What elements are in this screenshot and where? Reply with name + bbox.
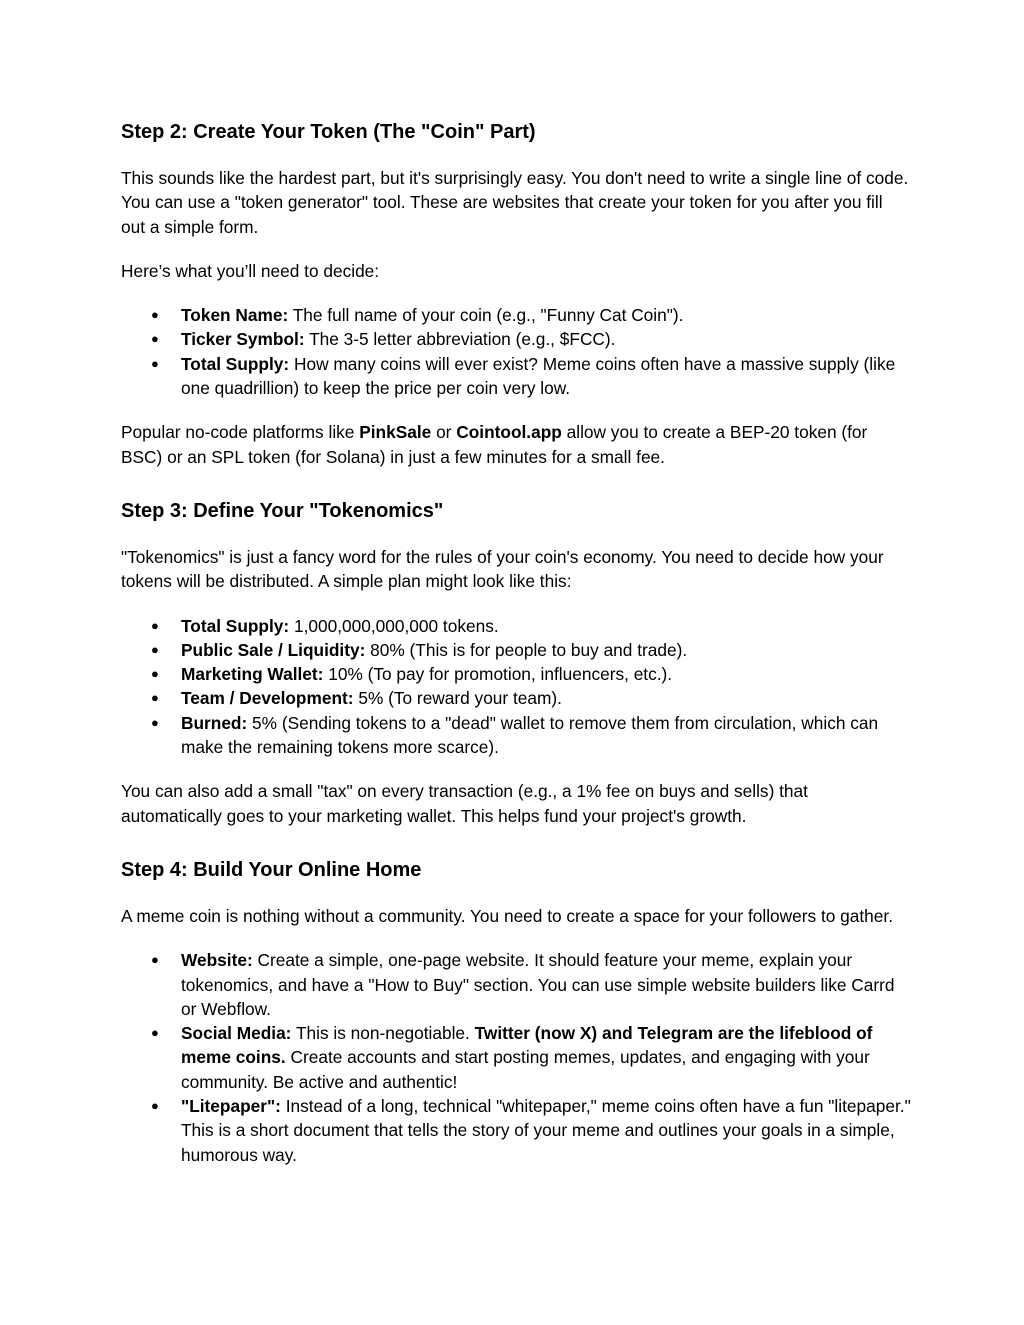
bullet-icon: ● [151, 307, 159, 323]
bullet-icon: ● [151, 1098, 159, 1114]
list-item-text: Create accounts and start posting memes, updates, and engaging with your community. Be active and authentic! [181, 1047, 870, 1092]
list-item-emphasis: Twitter (now X) and Telegram are the lifeblood of meme coins. [181, 1023, 873, 1068]
step3-tax-paragraph: You can also add a small "tax" on every transaction (e.g., a 1% fee on buys and sells) that automatically goes to your marketing wallet. This helps fund your project's growth. [121, 781, 808, 826]
list-item-text: The full name of your coin (e.g., "Funny Cat Coin"). [288, 305, 684, 326]
bullet-icon: ● [151, 714, 159, 730]
list-item-text: How many coins will ever exist? Meme coins often have a massive supply (like one quadrillion) to keep the price per coin very low. [181, 353, 896, 399]
list-item [121, 1094, 911, 1167]
platform-pinksale: PinkSale [359, 422, 432, 443]
platforms-text-mid: or [431, 422, 457, 443]
list-item [121, 662, 911, 686]
list-item [121, 686, 911, 710]
list-item-text: 5% (Sending tokens to a "dead" wallet to remove them from circulation, which can make the remaining tokens more scarce). [181, 712, 879, 758]
platforms-text-pre: Popular no-code platforms like [121, 422, 360, 443]
bullet-icon: ● [151, 617, 159, 633]
step3-intro-paragraph: "Tokenomics" is just a fancy word for the rules of your coin's economy. You need to decide how your tokens will be distributed. A simple plan might look like this: [121, 546, 884, 592]
list-item-label: Total Supply: [181, 615, 290, 636]
list-item-label: Total Supply: [181, 353, 290, 374]
bullet-icon: ● [151, 331, 159, 347]
list-item-text: The 3-5 letter abbreviation (e.g., $FCC). [304, 329, 616, 350]
list-item [121, 327, 911, 351]
list-item [121, 614, 911, 638]
list-item-label: Social Media: [181, 1023, 292, 1044]
list-item [121, 1021, 911, 1094]
step2-decide-paragraph: Here’s what you’ll need to decide: [121, 260, 380, 281]
platforms-text-post: allow you to create a BEP-20 token (for BSC) or an SPL token (for Solana) in just a few minutes for a small fee. [121, 422, 868, 467]
step2-heading: Step 2: Create Your Token (The "Coin" Part) [121, 121, 536, 143]
step3-heading: Step 3: Define Your "Tokenomics" [121, 499, 444, 522]
list-item-text: 10% (To pay for promotion, influencers, etc.). [323, 664, 673, 685]
list-item-label: Token Name: [181, 305, 289, 326]
list-item [121, 711, 911, 760]
list-item [121, 303, 911, 327]
bullet-icon: ● [151, 666, 159, 682]
list-item-label: "Litepaper": [181, 1096, 281, 1117]
bullet-icon: ● [151, 1025, 159, 1041]
list-item-text: 80% (This is for people to buy and trade). [365, 639, 688, 660]
step4-list [121, 948, 911, 1167]
step2-intro-paragraph: This sounds like the hardest part, but it's surprisingly easy. You don't need to write a single line of code. You can use a "token generator" tool. These are websites that create your token for you after you fill out a simple form. [121, 168, 909, 237]
list-item-label: Ticker Symbol: [181, 329, 305, 350]
list-item [121, 352, 911, 401]
list-item-label: Website: [181, 950, 253, 971]
list-item-text: 1,000,000,000,000 tokens. [289, 615, 499, 636]
list-item-label: Public Sale / Liquidity: [181, 639, 366, 660]
list-item-text: Instead of a long, technical "whitepaper," meme coins often have a fun "litepaper." This is a short document that tells the story of your meme and outlines your goals in a simple, humorous way. [181, 1096, 911, 1165]
list-item-text: This is non-negotiable. [291, 1023, 475, 1044]
bullet-icon: ● [151, 690, 159, 706]
step2-platforms-paragraph [121, 420, 911, 469]
list-item-text: 5% (To reward your team). [353, 688, 562, 709]
list-item [121, 948, 911, 1021]
step4-intro-paragraph: A meme coin is nothing without a community. You need to create a space for your followers to gather. [121, 905, 894, 926]
step2-list [121, 303, 911, 400]
bullet-icon: ● [151, 641, 159, 657]
bullet-icon: ● [151, 952, 159, 968]
list-item-label: Burned: [181, 712, 248, 733]
bullet-icon: ● [151, 355, 159, 371]
document-page [121, 118, 911, 1187]
list-item-label: Team / Development: [181, 688, 354, 709]
step4-heading: Step 4: Build Your Online Home [121, 858, 422, 881]
list-item-text: Create a simple, one-page website. It should feature your meme, explain your tokenomics, and have a "How to Buy" section. You can use simple website builders like Carrd or Webflow. [181, 950, 895, 1019]
step3-list [121, 614, 911, 760]
platform-cointool: Cointool.app [456, 422, 562, 443]
list-item [121, 638, 911, 662]
list-item-label: Marketing Wallet: [181, 664, 324, 685]
